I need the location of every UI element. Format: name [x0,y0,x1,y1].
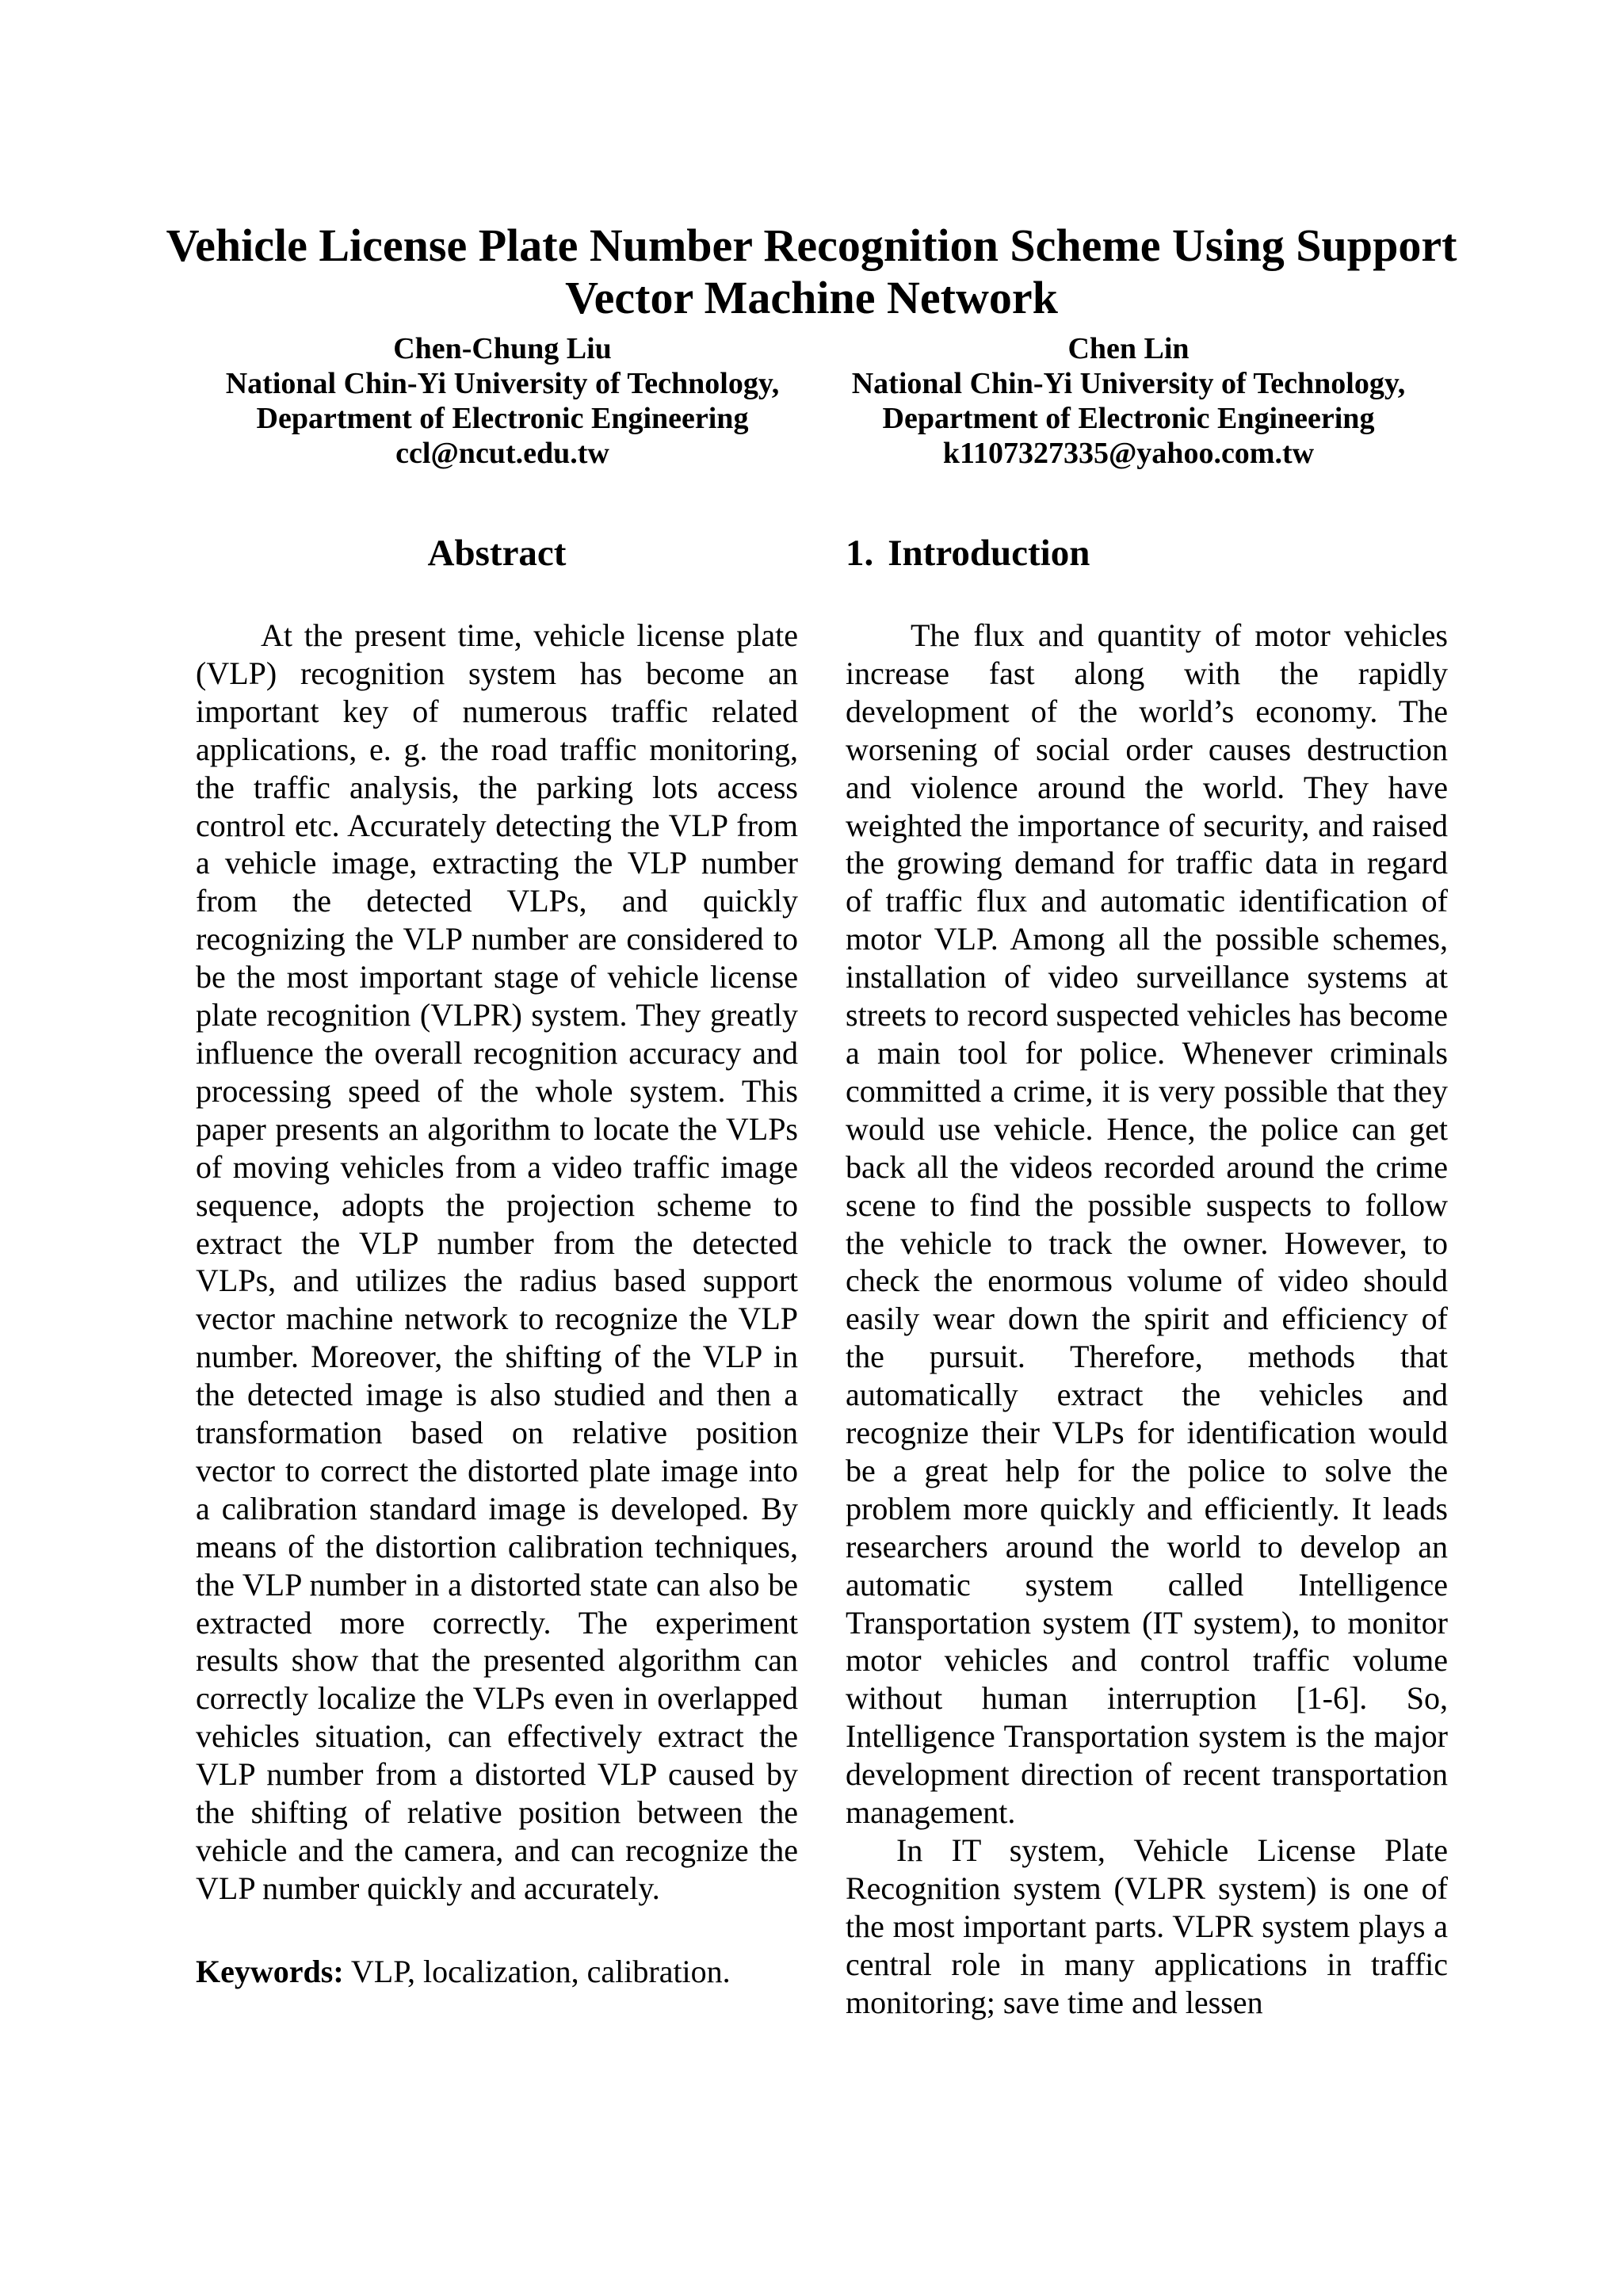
abstract-text: At the present time, vehicle license plate (VLP) recognition system has become an important key of numerous traffic related applications, e. g. the road traffic monitoring, the traffic analysis, the parking lots access control etc. Accurately detecting the VLP from a vehicle image, extracting the VLP number from the detected VLPs, and quickly recognizing the VLP number are considered to be the most important stage of vehicle license plate recognition (VLPR) system. They greatly influence the overall recognition accuracy and processing speed of the whole system. This paper presents an algorithm to locate the VLPs of moving vehicles from a video traffic image sequence, adopts the projection scheme to extract the VLP number from the detected VLPs, and utilizes the radius based support vector machine network to recognize the VLP number. Moreover, the shifting of the VLP in the detected image is also studied and then a transformation based on relative position vector to correct the distorted plate image into a calibration standard image is developed. By means of the distortion calibration techniques, the VLP number in a distorted state can also be extracted more correctly. The experiment results show that the presented algorithm can correctly localize the VLPs even in overlapped vehicles situation, can effectively extract the VLP number from a distorted VLP caused by the shifting of relative position between the vehicle and the camera, and can recognize the VLP number quickly and accurately. [196,617,798,1906]
author-department: Department of Electronic Engineering [256,402,749,435]
author-name: Chen Lin [1067,332,1190,365]
author-department: Department of Electronic Engineering [882,402,1375,435]
author-affiliation: National Chin-Yi University of Technology, [851,367,1406,400]
introduction-heading [846,531,1448,575]
paper-title-line-1: Vehicle License Plate Number Recognition Scheme Using Support [166,219,1457,271]
author-email: k1107327335@yahoo.com.tw [942,437,1315,470]
keywords-text: VLP, localization, calibration. [343,1953,731,1989]
author-affiliation: National Chin-Yi University of Technology, [225,367,780,400]
abstract-heading: Abstract [427,533,567,574]
author-name: Chen-Chung Liu [393,332,612,365]
section-title: Introduction [888,533,1090,574]
author-block-2 [812,331,1445,471]
paper-title-line-2: Vector Machine Network [565,271,1058,323]
paper-title [158,220,1465,324]
author-block-1 [185,331,819,471]
section-number: 1. [846,533,874,574]
right-column [846,531,1448,2022]
author-email: ccl@ncut.edu.tw [395,437,609,470]
keywords-label: Keywords: [196,1953,344,1989]
introduction-paragraph-2: In IT system, Vehicle License Plate Recognition system (VLPR system) is one of the most important parts. VLPR system plays a central role in many applications in traffic monitoring; save time and lessen [846,1832,1448,2020]
keywords-line [196,1953,798,1991]
left-column [196,531,798,2023]
introduction-paragraph-1: The flux and quantity of motor vehicles increase fast along with the rapidly development of the world’s economy. The worsening of social order causes destruction and violence around the world. They have weighted the importance of security, and raised the growing demand for traffic data in regard of traffic flux and automatic identification of motor VLP. Among all the possible schemes, installation of video surveillance systems at streets to record suspected vehicles has become a main tool for police. Whenever criminals committed a crime, it is very possible that they would use vehicle. Hence, the police can get back all the videos recorded around the crime scene to find the possible suspects to follow the vehicle to track the owner. However, to check the enormous volume of video should easily wear down the spirit and efficiency of the pursuit. Therefore, methods that automatically extract the vehicles and recognize their VLPs for identification would be a great help for the police to solve the problem more quickly and efficiently. It leads researchers around the world to develop an automatic system called Intelligence Transportation system (IT system), to monitor motor vehicles and control traffic volume without human interruption [1-6]. So, Intelligence Transportation system is the major development direction of recent transportation management. [846,617,1448,1831]
